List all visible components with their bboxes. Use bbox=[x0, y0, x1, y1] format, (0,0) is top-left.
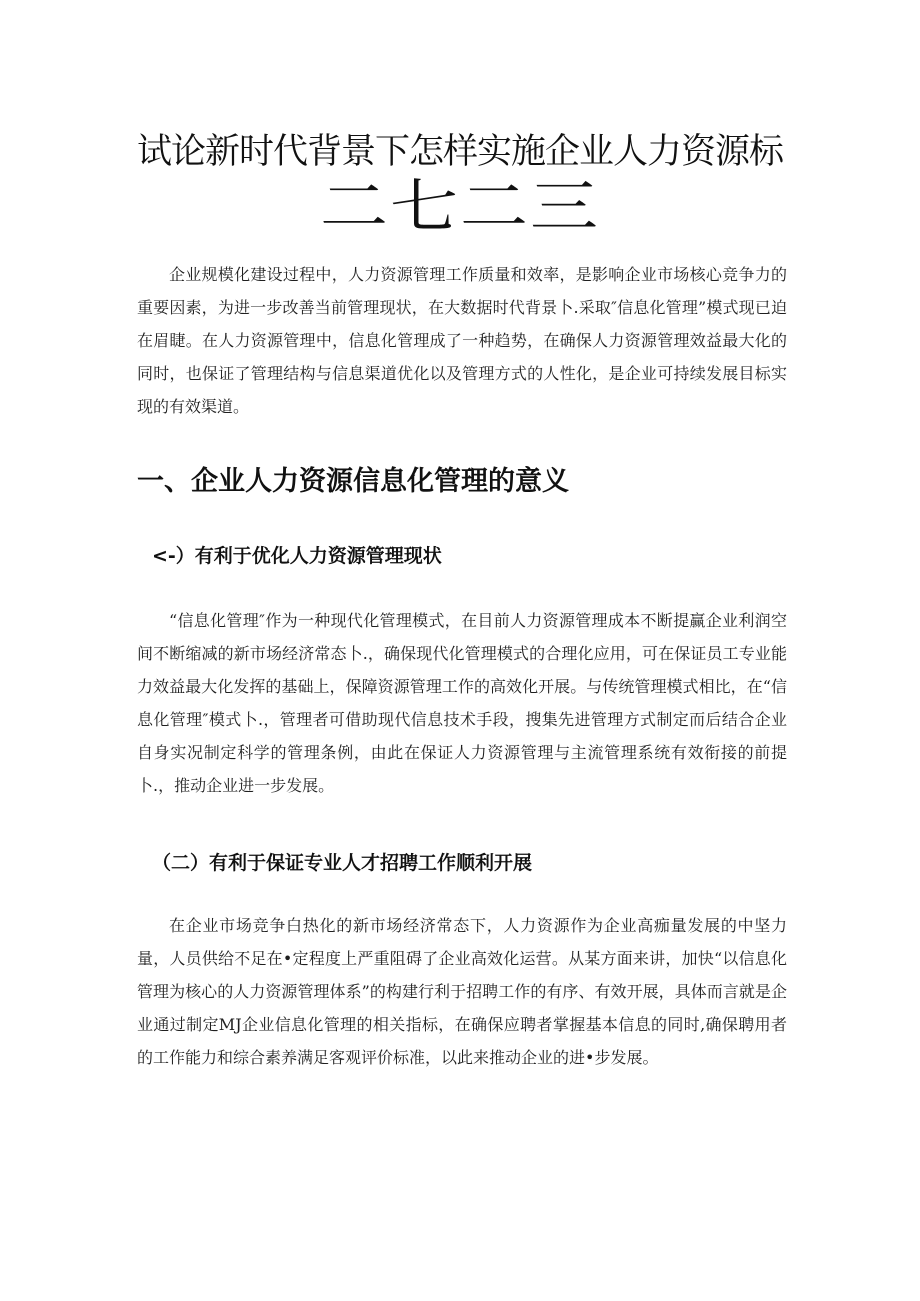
subsection-heading-1: <-）有利于优化人力资源管理现状 bbox=[152, 545, 442, 567]
document-title: 试论新时代背景下怎样实施企业人力资源标 bbox=[136, 132, 783, 172]
intro-paragraph: 企业规模化建设过程中，人力资源管理工作质量和效率，是影响企业市场核心竞争力的重要因素，为进一步改善当前管理现状，在大数据时代背景卜.采取″信息化管理”模式现已迫在眉睫。在人力资源管理中，信息化管理成了一种趋势，在确保人力资源管理效益最大化的同时，也保证了管理结构与信息渠道优化以及管理方式的人性化，是企业可持续发展目标实现的有效渠道。 bbox=[137, 265, 787, 416]
section-heading-1: 一、企业人力资源信息化管理的意义 bbox=[137, 466, 569, 497]
document-title-continuation: 二七二三 bbox=[319, 174, 600, 242]
subsection-1-paragraph: “信息化管理″作为一种现代化管理模式，在目前人力资源管理成本不断提赢企业利润空间不断缩减的新市场经济常态卜.，确保现代化管理模式的合理化应用，可在保证员工专业能力效益最大化发挥的基础上，保障资源管理工作的高效化开展。与传统管理模式相比，在“信息化管理″模式卜.，管理者可借助现代信息技术手段，搜集先进管理方式制定而后结合企业自身实况制定科学的管理条例，由此在保证人力资源管理与主流管理系统有效衔接的前提卜.，推动企业进一步发展。 bbox=[137, 611, 787, 795]
subsection-2-paragraph: 在企业市场竞争白热化的新市场经济常态下，人力资源作为企业高痂量发展的中坚力量，人员供给不足在•定程度上严重阻碍了企业高效化运营。从某方面来讲，加快“以信息化管理为核心的人力资源管理体系”的构建行利于招聘工作的有序、有效开展，具体而言就是企业通过制定MJ企业信息化管理的相关指标，在确保应聘者掌握基本信息的同时,确保聘用者的工作能力和综合素养满足客观评价标准，以此来推动企业的进•步发展。 bbox=[137, 916, 787, 1067]
subsection-heading-2: （二）有利于保证专业人才招聘工作顺利开展 bbox=[152, 852, 533, 874]
